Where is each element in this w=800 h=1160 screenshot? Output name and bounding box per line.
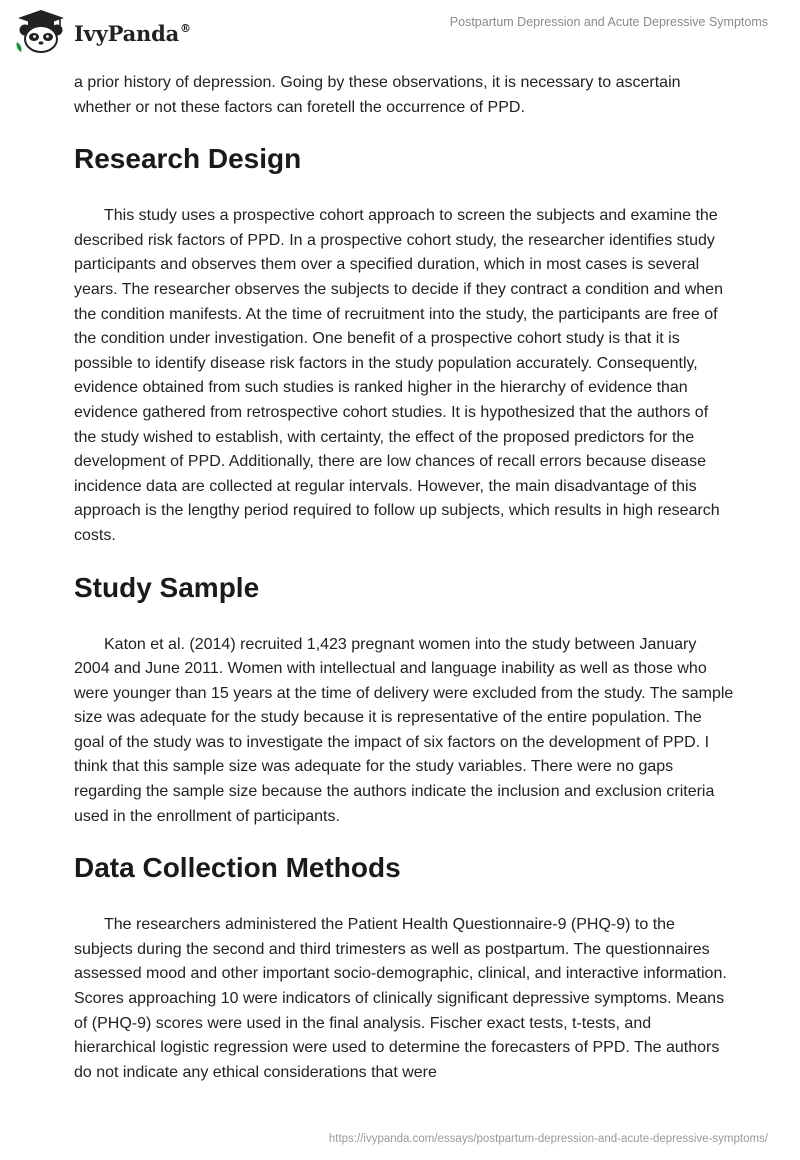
footer-source-url[interactable]: https://ivypanda.com/essays/postpartum-depression-and-acute-depressive-symptoms/ xyxy=(328,1133,768,1145)
intro-paragraph: a prior history of depression. Going by these observations, it is necessary to ascertain whether or not these factors can foretell the occurrence of PPD. xyxy=(74,74,681,116)
heading-study-sample: Study Sample xyxy=(74,571,260,603)
ivypanda-logo[interactable] xyxy=(14,8,191,54)
panda-graduate-logo-icon xyxy=(14,8,68,54)
registered-mark: ® xyxy=(180,21,191,35)
heading-research-design: Research Design xyxy=(74,143,302,175)
brand-name: IvyPanda xyxy=(74,20,180,46)
page-header xyxy=(0,0,800,60)
paragraph-research-design: This study uses a prospective cohort approach to screen the subjects and examine the described risk factors of PPD. In a prospective cohort study, the researcher identifies study participants and observes them over a specified duration, which in most cases is several years. The researcher observes the subjects to decide if they contract a condition and when the condition manifests. At the time of recruitment into the study, the participants are free of the condition under investigation. One benefit of a prospective cohort study is that it is possible to identify disease risk factors in the study population accurately. Consequently, evidence obtained from such studies is ranked higher in the hierarchy of evidence than evidence gathered from retrospective cohort studies. It is hypothesized that the authors of the study wished to establish, with certainty, the effect of the proposed predictors for the development of PPD. Additionally, there are low chances of recall errors because disease incidence data are collected at regular intervals. However, the main disadvantage of this approach is the lengthy period required to follow up subjects, which results in high research costs. xyxy=(74,207,723,544)
document-title: Postpartum Depression and Acute Depressive Symptoms xyxy=(449,15,768,29)
essay-content xyxy=(74,71,734,1085)
logo-wordmark xyxy=(74,21,191,46)
paragraph-study-sample: Katon et al. (2014) recruited 1,423 pregnant women into the study between January 2004 and June 2011. Women with intellectual and language inability as well as those who were younger than 15 years at the time of delivery were excluded from the study. The sample size was adequate for the study because it is representative of the entire population. The goal of the study was to investigate the impact of six factors on the development of PPD. I think that this sample size was adequate for the study variables. There were no gaps regarding the sample size because the authors indicate the inclusion and exclusion criteria used in the enrollment of participants. xyxy=(74,635,734,825)
paragraph-data-collection-methods: The researchers administered the Patient Health Questionnaire-9 (PHQ-9) to the subjects during the second and third trimesters as well as postpartum. The questionnaires assessed mood and other important socio-demographic, clinical, and interactive information. Scores approaching 10 were indicators of clinically significant depressive symptoms. Means of (PHQ-9) scores were used in the final analysis. Fischer exact tests, t-tests, and hierarchical logistic regression were used to determine the forecasters of PPD. The authors do not indicate any ethical considerations that were xyxy=(74,916,727,1081)
heading-data-collection-methods: Data Collection Methods xyxy=(74,852,401,884)
